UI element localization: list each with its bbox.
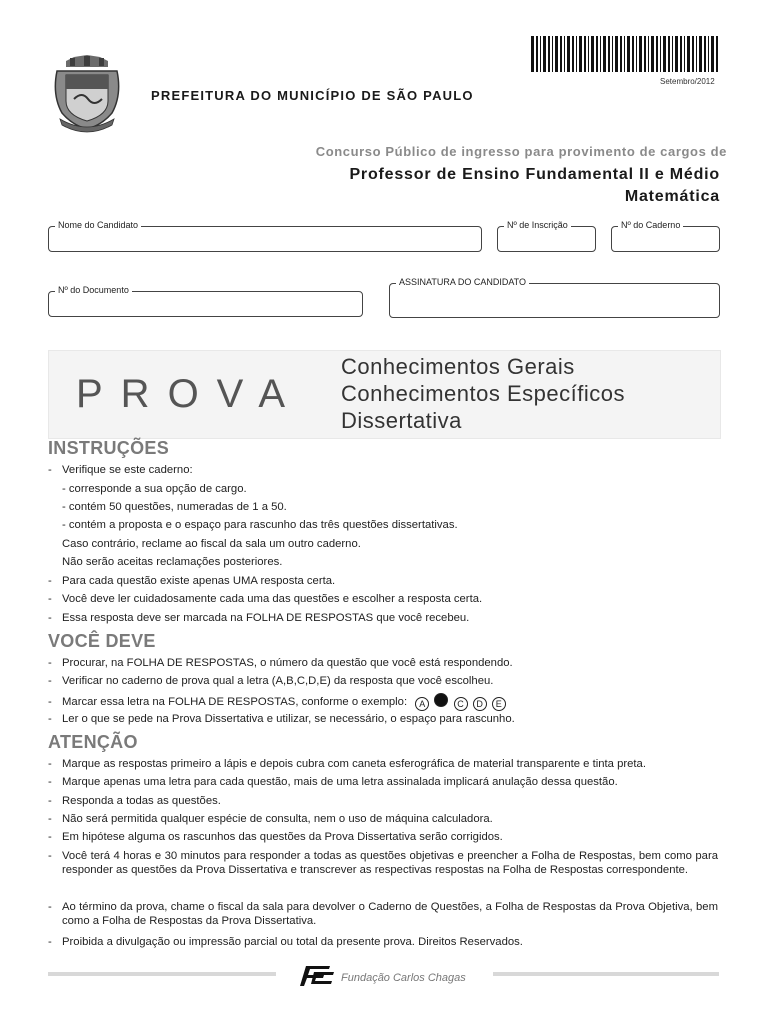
instruction-item: Você deve ler cuidadosamente cada uma das questões e escolher a resposta certa. bbox=[62, 593, 483, 605]
footer-org-name: Fundação Carlos Chagas bbox=[341, 972, 466, 984]
exam-date: Setembro/2012 bbox=[660, 77, 715, 86]
prova-type: Conhecimentos Específicos bbox=[341, 381, 625, 406]
instruction-item: Para cada questão existe apenas UMA resposta certa. bbox=[62, 575, 336, 587]
signature-field[interactable] bbox=[389, 277, 720, 318]
prova-title: PROVA bbox=[76, 372, 304, 416]
option-circle: C bbox=[454, 697, 468, 711]
attention-item: Proibida a divulgação ou impressão parcial ou total da presente prova. Direitos Reservados. bbox=[62, 936, 523, 948]
instruction-item: Verifique se este caderno: bbox=[62, 464, 193, 476]
option-circle: D bbox=[473, 697, 487, 711]
footer-rule bbox=[48, 972, 276, 976]
fcc-logo-icon bbox=[300, 964, 336, 988]
institution-name: PREFEITURA DO MUNICÍPIO DE SÃO PAULO bbox=[151, 88, 474, 103]
booklet-number-field[interactable] bbox=[611, 220, 720, 252]
instruction-item: - contém a proposta e o espaço para rascunho das três questões dissertativas. bbox=[62, 519, 458, 531]
registration-number-field[interactable] bbox=[497, 220, 596, 252]
field-label: ASSINATURA DO CANDIDATO bbox=[396, 277, 529, 287]
must-item: Verificar no caderno de prova qual a letra (A,B,C,D,E) da resposta que você escolheu. bbox=[62, 675, 494, 687]
attention-item: Marque apenas uma letra para cada questão, mais de uma letra assinalada implicará anulação dessa questão. bbox=[62, 776, 618, 788]
atencao-heading: ATENÇÃO bbox=[48, 732, 138, 752]
attention-item: Você terá 4 horas e 30 minutos para responder a todas as questões objetivas e preencher a Folha de Respostas, bem como para responder as questões da Prova Dissertativa e transcrever as respectivas respostas na Folha de Respostas correspondente. bbox=[62, 850, 718, 876]
option-circle: E bbox=[492, 697, 506, 711]
instruction-item: Essa resposta deve ser marcada na FOLHA DE RESPOSTAS que você recebeu. bbox=[62, 612, 470, 624]
concurso-title: Concurso Público de ingresso para provimento de cargos de bbox=[315, 144, 727, 159]
instruction-item: - corresponde a sua opção de cargo. bbox=[62, 483, 247, 495]
attention-item: Marque as respostas primeiro a lápis e depois cubra com caneta esferográfica de material transparente e tinta preta. bbox=[62, 758, 646, 770]
instruction-item: - contém 50 questões, numeradas de 1 a 50. bbox=[62, 501, 287, 513]
field-label: Nº de Inscrição bbox=[504, 220, 571, 230]
attention-item: Responda a todas as questões. bbox=[62, 795, 221, 807]
cargo-title: Professor de Ensino Fundamental II e Médio bbox=[349, 166, 720, 183]
must-item: Procurar, na FOLHA DE RESPOSTAS, o número da questão que você está respondendo. bbox=[62, 657, 513, 669]
field-label: Nº do Caderno bbox=[618, 220, 683, 230]
sao-paulo-coat-of-arms-icon bbox=[52, 55, 122, 133]
field-label: Nº do Documento bbox=[55, 285, 132, 295]
prova-type: Dissertativa bbox=[341, 408, 462, 433]
field-label: Nome do Candidato bbox=[55, 220, 141, 230]
voce-deve-heading: VOCÊ DEVE bbox=[48, 631, 156, 651]
attention-item: Ao término da prova, chame o fiscal da sala para devolver o Caderno de Questões, a Folha de Respostas da Prova Objetiva, bem como a Folha de Respostas da Prova Dissertativa. bbox=[62, 901, 718, 927]
instrucoes-heading: INSTRUÇÕES bbox=[48, 438, 170, 458]
instruction-item: Caso contrário, reclame ao fiscal da sala um outro caderno. bbox=[62, 538, 361, 550]
barcode-icon bbox=[531, 36, 721, 72]
candidate-name-field[interactable] bbox=[48, 220, 482, 252]
marked-option-circle bbox=[434, 693, 448, 707]
attention-item: Não será permitida qualquer espécie de consulta, nem o uso de máquina calculadora. bbox=[62, 813, 493, 825]
option-circle: A bbox=[415, 697, 429, 711]
prova-type: Conhecimentos Gerais bbox=[341, 354, 575, 379]
instruction-item: Não serão aceitas reclamações posteriores. bbox=[62, 556, 283, 568]
answer-example bbox=[414, 696, 507, 708]
document-number-field[interactable] bbox=[48, 285, 363, 317]
must-item: Ler o que se pede na Prova Dissertativa e utilizar, se necessário, o espaço para rascunho. bbox=[62, 713, 515, 725]
footer-rule bbox=[493, 972, 719, 976]
cargo-subject: Matemática bbox=[624, 188, 720, 205]
attention-item: Em hipótese alguma os rascunhos das questões da Prova Dissertativa serão corrigidos. bbox=[62, 831, 503, 843]
must-item: Marcar essa letra na FOLHA DE RESPOSTAS, conforme o exemplo: bbox=[62, 696, 408, 708]
